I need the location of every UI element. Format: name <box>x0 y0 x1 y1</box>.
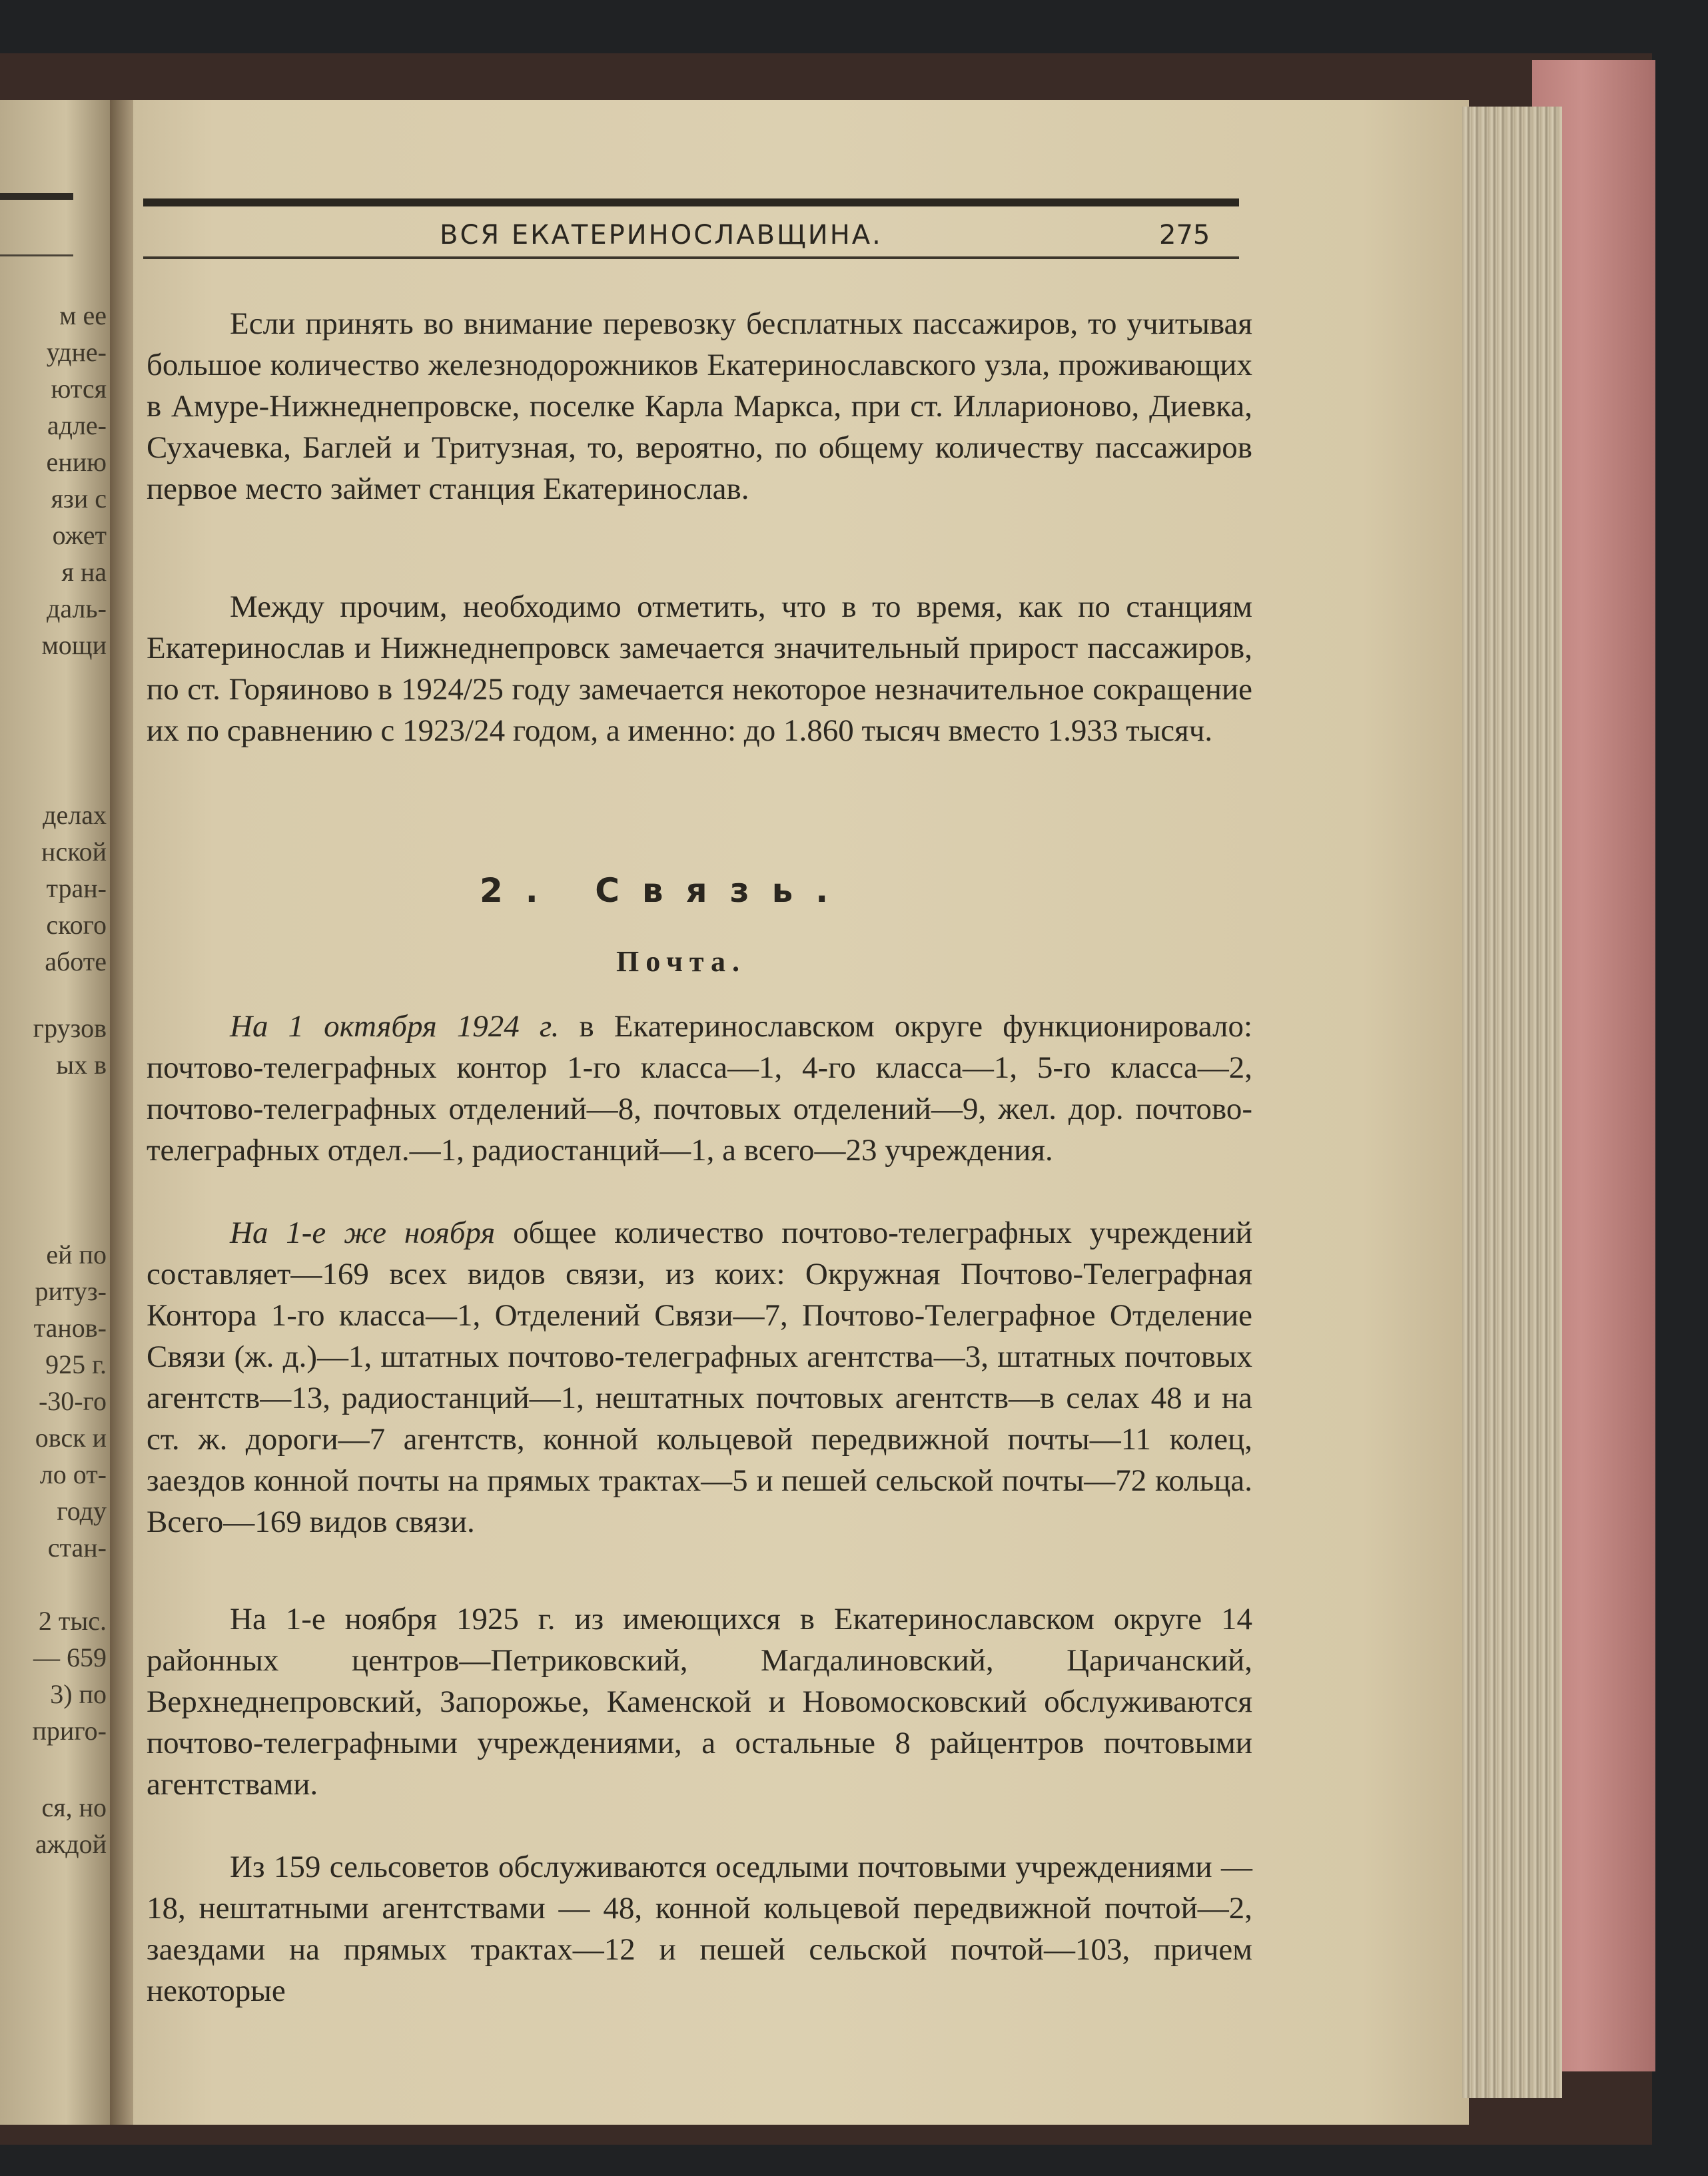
paragraph-2-text: Между прочим, необходимо отметить, что в то время, как по станциям Екатеринослав и Нижнеднепровск замечается значительный прирост пассажиров, по ст. Горяиново в 1924/25 году замечается некоторое незначительное сокращение их по сравнению с 1923/24 годом, а именно: до 1.860 тысяч вместо 1.933 тысяч. <box>147 589 1252 748</box>
left-page-line: ского <box>46 910 107 940</box>
left-page-text <box>0 100 113 2125</box>
left-page-line: аботе <box>45 946 107 976</box>
left-page-line: — 659 <box>33 1642 107 1672</box>
header-thick-rule <box>143 198 1239 206</box>
paragraph-3-text: в Екатеринославском округе функционировало: почтово-телеграфных контор 1-го класса—1, 4-го класса—1, 5-го класса—2, почтово-телеграфных отделений—8, почтовых отделений—9, жел. дор. почтово-телеграфных отдел.—1, радиостанций—1, а всего—23 учреждения. <box>147 1009 1252 1168</box>
left-page-line: нской <box>41 837 107 867</box>
running-title: ВСЯ ЕКАТЕРИНОСЛАВЩИНА. <box>440 220 883 250</box>
left-page-line: аждой <box>35 1829 107 1859</box>
left-page-line: язи с <box>51 484 107 514</box>
left-page-line: м ее <box>59 300 107 330</box>
header-thin-rule <box>143 256 1239 259</box>
left-page-line: удне- <box>46 337 107 367</box>
left-page-line: 2 тыс. <box>38 1606 107 1636</box>
left-page-line: ожет <box>52 520 107 550</box>
paragraph-1 <box>147 303 1252 510</box>
paragraph-5 <box>147 1599 1252 1805</box>
left-page-line: ритуз- <box>35 1276 107 1306</box>
left-page-line: ей по <box>46 1240 107 1269</box>
paragraph-1-text: Если принять во внимание перевозку бесплатных пассажиров, то учитывая большое количество железнодорожников Екатеринославского узла, проживающих в Амуре-Нижнеднепровске, поселке Карла Маркса, при ст. Илларионово, Диевка, Сухачевка, Баглей и Тритузная, то, вероятно, по общему количеству пассажиров первое место займет станция Екатеринослав. <box>147 306 1252 506</box>
left-page-line: грузов <box>33 1013 107 1043</box>
left-page-line: мощи <box>41 630 107 660</box>
left-page <box>0 100 120 2125</box>
paragraph-6-text: Из 159 сельсоветов обслуживаются оседлыми почтовыми учреждениями — 18, нештатными агентствами — 48, конной кольцевой передвижной почтой—2, заездами на прямых трактах—12 и пешей сельской почтой—103, причем некоторые <box>147 1850 1252 2008</box>
left-page-line: приго- <box>32 1716 107 1746</box>
left-page-line: 925 г. <box>45 1349 107 1379</box>
left-page-line: делах <box>43 800 107 830</box>
paragraph-5-text: На 1-е ноября 1925 г. из имеющихся в Екатеринославском округе 14 районных центров—Петриковский, Магдалиновский, Царичанский, Верхнеднепровский, Запорожье, Каменской и Новомосковский обслуживаются почтово-телеграфными учреждениями, а остальные 8 райцентров почтовыми агентствами. <box>147 1602 1252 1802</box>
subsection-title: Почта. <box>616 945 747 978</box>
left-page-line: ются <box>51 374 107 404</box>
paragraph-3 <box>147 1006 1252 1171</box>
page-edges <box>1462 107 1562 2098</box>
page-number: 275 <box>1159 220 1210 250</box>
left-page-line: даль- <box>47 593 107 623</box>
left-page-line: стан- <box>47 1533 107 1563</box>
left-page-line: адле- <box>47 410 107 440</box>
left-page-line: ло от- <box>39 1459 107 1489</box>
left-page-line: ых в <box>56 1050 107 1080</box>
left-page-line: тран- <box>46 873 107 903</box>
paragraph-4 <box>147 1212 1252 1543</box>
section-title: 2. Связь. <box>480 871 851 910</box>
left-page-line: ся, но <box>41 1792 107 1822</box>
paragraph-3-lead: На 1 октября 1924 г. <box>230 1009 560 1044</box>
left-page-line: я на <box>61 557 107 587</box>
left-page-line: -30-го <box>38 1386 107 1416</box>
paragraph-4-lead: На 1-е же ноября <box>230 1216 496 1250</box>
left-page-line: 3) по <box>50 1679 107 1709</box>
paragraph-4-text: общее количество почтово-телеграфных учреждений составляет—169 всех видов связи, из коих: Окружная Почтово-Телеграфная Контора 1-го класса—1, Отделений Связи—7, Почтово-Телеграфное Отделение Связи (ж. д.)—1, штатных почтово-телеграфных агентства—3, штатных почтовых агентств—13, радиостанций—1, нештатных почтовых агентств—в селах 48 и на ст. ж. дороги—7 агентств, конной кольцевой передвижной почты—11 колец, заездов конной почты на прямых трактах—5 и пешей сельской почты—72 кольца. Всего—169 видов связи. <box>147 1216 1252 1539</box>
left-page-line: ению <box>46 447 107 477</box>
paragraph-2 <box>147 586 1252 751</box>
left-page-line: танов- <box>33 1313 107 1343</box>
left-page-line: году <box>57 1496 107 1526</box>
paragraph-6 <box>147 1846 1252 2011</box>
left-page-line: овск и <box>35 1423 107 1453</box>
